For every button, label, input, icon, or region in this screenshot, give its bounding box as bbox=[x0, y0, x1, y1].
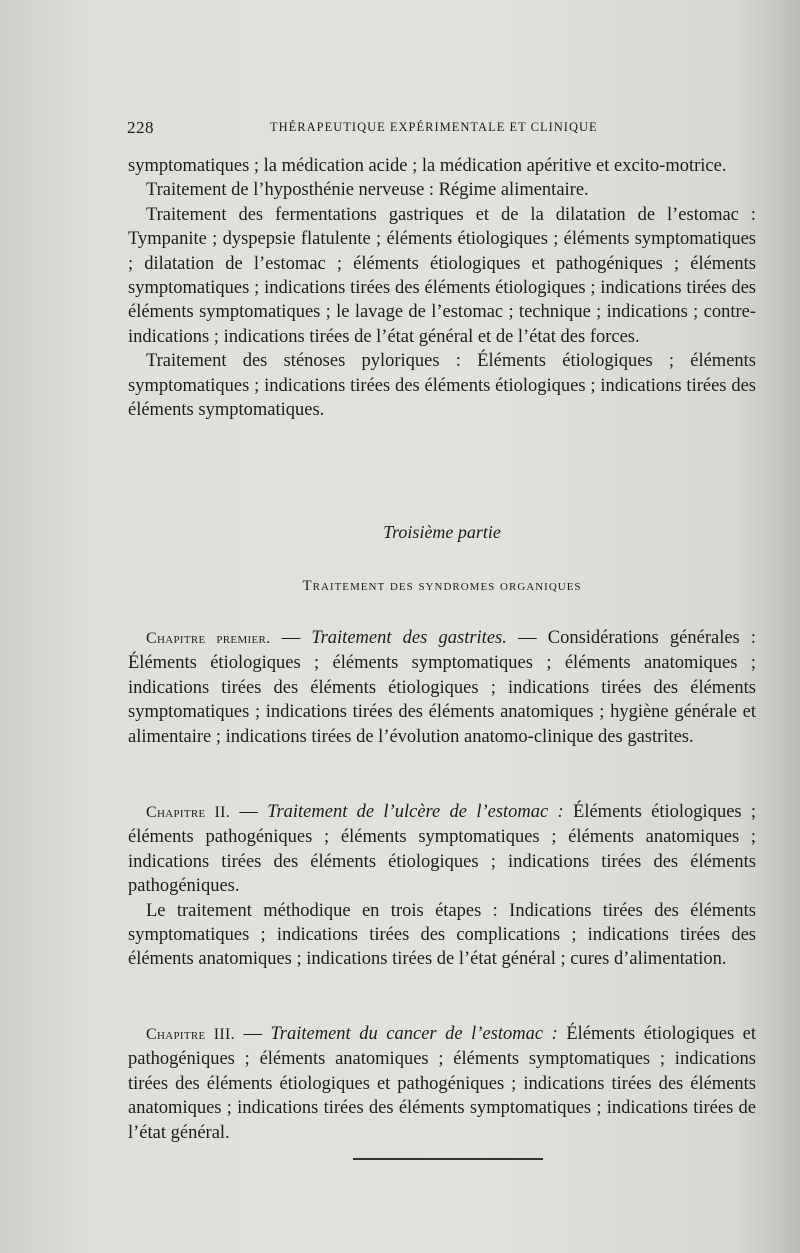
chapter-3-label: Chapitre III. bbox=[146, 1026, 235, 1043]
chapter-2 bbox=[128, 800, 756, 972]
running-title: THÉRAPEUTIQUE EXPÉRIMENTALE ET CLINIQUE bbox=[270, 120, 598, 134]
part-title: Troisième partie bbox=[383, 522, 501, 542]
end-rule bbox=[353, 1158, 543, 1160]
chapter-1-body: Considérations générales : Éléments étiologiques ; éléments symptomatiques ; éléments anatomiques ; indications tirées des éléments étiologiques ; indications tirées des éléments symptomatiques ; indications tirées des éléments anatomiques ; hygiène générale et alimentaire ; indications tirées de l’évolution anatomo-clinique des gastrites. bbox=[128, 628, 757, 747]
top-text-block bbox=[128, 154, 756, 422]
section-heading bbox=[128, 574, 756, 598]
chapter-2-label: Chapitre II. bbox=[146, 804, 231, 821]
dash: — bbox=[243, 1024, 262, 1044]
dash: — bbox=[281, 628, 301, 648]
dash: — bbox=[518, 628, 537, 648]
chapter-2-body: Éléments étiologiques ; éléments pathogéniques ; éléments symptomatiques ; éléments anatomiques ; indications tirées des éléments étiologiques ; indications tirées des éléments pathogéniques. bbox=[128, 802, 757, 897]
chapter-1 bbox=[128, 626, 756, 749]
chapter-1-title: Traitement des gastrites. bbox=[311, 628, 507, 648]
section-title: Traitement des syndromes organiques bbox=[302, 578, 582, 594]
chapter-3-body: Éléments étiologiques et pathogéniques ; éléments anatomiques ; éléments symptomatiques ; indications tirées des éléments étiologiques et pathogéniques ; indications tirées des éléments anatomiques ; indications tirées des éléments symptomatiques ; indications tirées de l’état général. bbox=[128, 1024, 757, 1143]
chapter-3-title: Traitement du cancer de l’estomac : bbox=[270, 1024, 558, 1044]
paragraph-hyposthenie: Traitement de l’hyposthénie nerveuse : Régime alimentaire. bbox=[146, 180, 589, 201]
paragraph-fermentations: Traitement des fermentations gastriques et de la dilatation de l’estomac : Tympanite ; dyspepsie flatulente ; éléments étiologiques ; éléments symptomatiques ; dilatation de l’estomac ; éléments étiologiques et pathogéniques ; éléments symptomatiques ; indications tirées des éléments étiologiques ; indications tirées des éléments symptomatiques ; le lavage de l’estomac ; technique ; indications ; contre-indications ; indications tirées de l’état général et de l’état des forces. bbox=[128, 204, 756, 347]
chapter-1-label: Chapitre premier. bbox=[146, 630, 271, 647]
part-heading bbox=[128, 520, 756, 544]
dash: — bbox=[239, 802, 258, 822]
chapter-3 bbox=[128, 1022, 756, 1145]
chapter-2-body-2: Le traitement méthodique en trois étapes : Indications tirées des éléments symptomatiques ; indications tirées des complications ; indications tirées des éléments anatomiques ; indications tirées de l’état général ; cures d’alimentation. bbox=[128, 900, 756, 970]
paragraph-continued: symptomatiques ; la médication acide ; la médication apéritive et excito-motrice. bbox=[128, 156, 727, 176]
page-number: 228 bbox=[127, 118, 154, 137]
paragraph-stenoses: Traitement des sténoses pyloriques : Éléments étiologiques ; éléments symptomatiques ; indications tirées des éléments étiologiques ; indications tirées des éléments symptomatiques. bbox=[128, 351, 756, 421]
chapter-2-title: Traitement de l’ulcère de l’estomac : bbox=[267, 802, 564, 822]
